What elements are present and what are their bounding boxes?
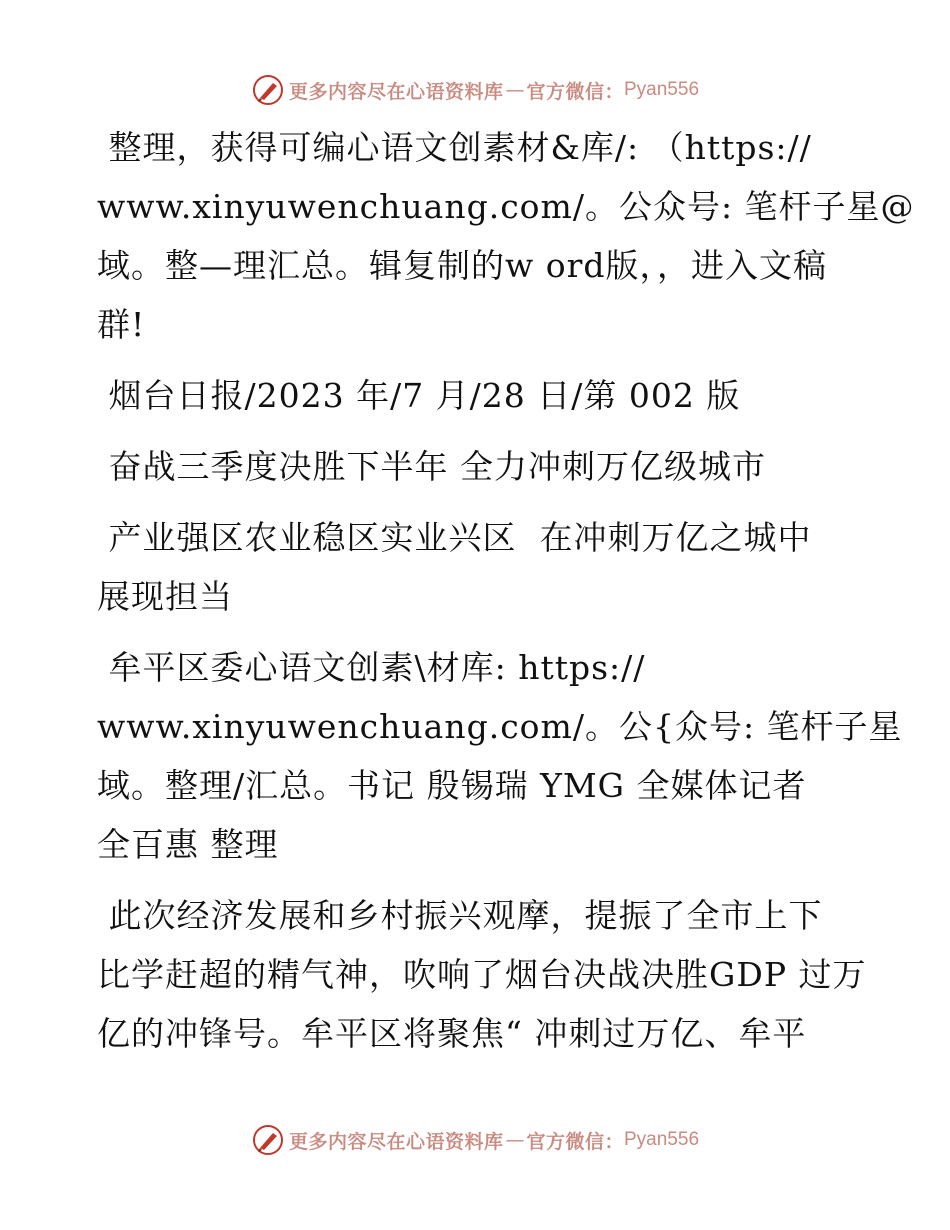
banner-text: 更多内容尽在心语资料库	[288, 80, 504, 103]
text-line: 烟台日报/2023 年/7 月/28 日/第 002 版	[97, 376, 741, 415]
banner-wechat-id: Pyan556	[624, 79, 700, 100]
pen-logo-icon	[251, 1123, 285, 1157]
paragraph-subheadline	[97, 508, 857, 626]
text-line: 奋战三季度决胜下半年 全力冲刺万亿级城市	[97, 447, 766, 486]
paragraph-headline	[97, 437, 857, 496]
banner-dash: —	[505, 1129, 525, 1151]
paragraph-body	[97, 886, 867, 1063]
paragraph-byline	[97, 638, 903, 874]
text-line: www.xinyuwenchuang.com/。公众号: 笔杆子星@	[97, 187, 915, 226]
paragraph-publication-info	[97, 366, 857, 425]
text-line: 群!	[97, 305, 146, 344]
text-line: 整理，获得可编心语文创素材&库/: （https://	[97, 128, 812, 167]
text-line: 展现担当	[97, 577, 233, 616]
banner-wechat-label: 官方微信：	[526, 1130, 624, 1153]
text-line: 域。整—理汇总。辑复制的w ord版，，进入文稿	[97, 246, 828, 285]
text-line: www.xinyuwenchuang.com/。公{众号: 笔杆子星	[97, 707, 903, 746]
text-line: 亿的冲锋号。牟平区将聚焦“ 冲刺过万亿、牟平	[97, 1014, 807, 1053]
text-line: 域。整理/汇总。书记 殷锡瑞 YMG 全媒体记者	[97, 766, 807, 805]
pen-logo-icon	[251, 73, 285, 107]
footer-watermark-banner	[0, 1120, 950, 1160]
banner-wechat-id: Pyan556	[624, 1129, 700, 1150]
banner-dash: —	[505, 79, 525, 101]
text-line: 全百惠 整理	[97, 825, 279, 864]
document-body	[97, 118, 915, 1075]
banner-text: 更多内容尽在心语资料库	[288, 1130, 504, 1153]
text-line: 牟平区委心语文创素\材库: https://	[97, 648, 646, 687]
banner-wechat-label: 官方微信：	[526, 80, 624, 103]
text-line: 此次经济发展和乡村振兴观摩，提振了全市上下	[97, 896, 823, 935]
text-line: 产业强区农业稳区实业兴区 在冲刺万亿之城中	[97, 518, 812, 557]
text-line: 比学赶超的精气神，吹响了烟台决战决胜GDP 过万	[97, 955, 867, 994]
header-watermark-banner	[0, 70, 950, 110]
paragraph-source-note	[97, 118, 915, 354]
